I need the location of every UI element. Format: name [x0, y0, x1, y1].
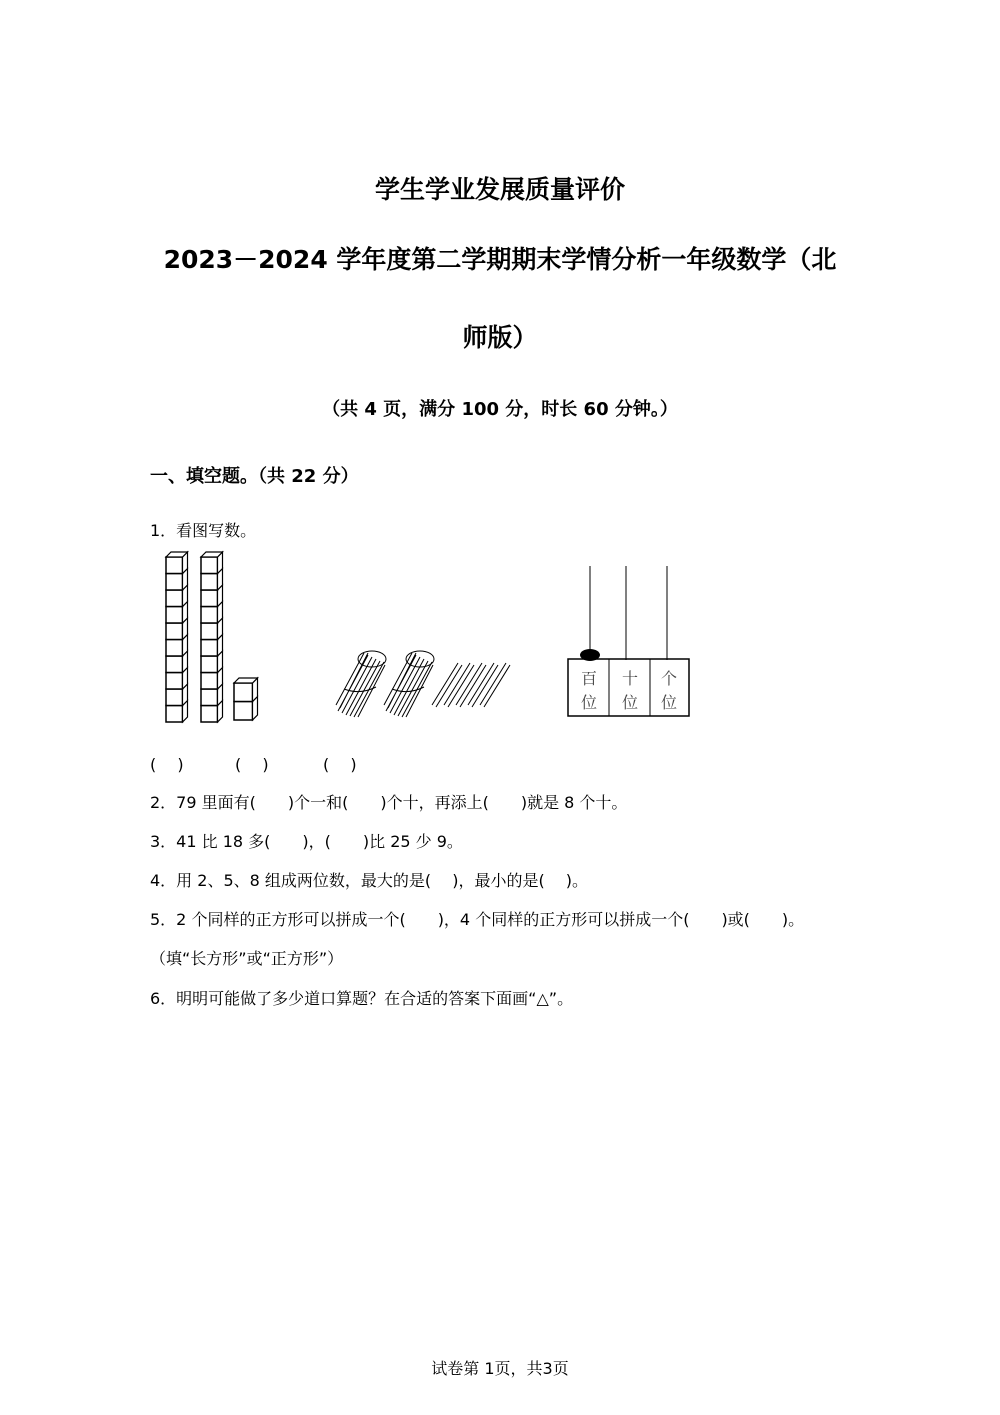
exam-subtitle-cont: 师版） [462, 323, 538, 352]
ones-label: 位 [661, 693, 678, 712]
cube [201, 706, 218, 723]
cube [166, 607, 183, 624]
stick-bundle-ten [384, 651, 434, 717]
cube [234, 683, 253, 702]
cube [201, 640, 218, 657]
cube [201, 689, 218, 706]
cube [166, 706, 183, 723]
exam-title: 学生学业发展质量评价 [374, 175, 625, 204]
cube [201, 673, 218, 690]
cube [166, 656, 183, 673]
tens-label: 位 [622, 693, 639, 712]
cube [166, 574, 183, 591]
cube [201, 557, 218, 574]
cube [166, 673, 183, 690]
exam-subtitle: 2023－2024 学年度第二学期期末学情分析一年级数学（北 [163, 245, 837, 274]
ones-label: 个 [661, 669, 678, 688]
cube [166, 623, 183, 640]
cube [234, 702, 253, 721]
cube [201, 590, 218, 607]
section-heading: 一、填空题。（共 22 分） [150, 466, 359, 487]
cube-tower-ten [166, 552, 188, 722]
stick-bundles-figure [330, 645, 515, 725]
hundreds-label: 百 [581, 669, 598, 688]
page-footer: 试卷第 1页，共3页 [431, 1359, 569, 1378]
cube [166, 557, 183, 574]
answer-blank[interactable]: ( ) [150, 755, 184, 774]
answer-blank[interactable]: ( ) [323, 755, 357, 774]
cube-stack-two [234, 678, 258, 720]
cube-tower-ten [201, 552, 223, 722]
question-4: 4．用 2、5、8 组成两位数，最大的是( )，最小的是( )。 [150, 871, 589, 890]
question-5-hint: （填“长方形”或“正方形”） [150, 949, 344, 968]
cube [201, 656, 218, 673]
cube [166, 689, 183, 706]
hundreds-label: 位 [581, 693, 598, 712]
cube [166, 640, 183, 657]
tens-label: 十 [622, 669, 639, 688]
question-6: 6．明明可能做了多少道口算题？在合适的答案下面画“△”。 [150, 989, 574, 1008]
cube [201, 623, 218, 640]
stick-bundle-ten [336, 651, 386, 717]
answer-blank[interactable]: ( ) [235, 755, 269, 774]
question-1: 1．看图写数。 [150, 521, 257, 540]
single-sticks [432, 663, 510, 707]
abacus-figure [560, 560, 700, 720]
cube [201, 607, 218, 624]
question-3: 3．41 比 18 多( )，( )比 25 少 9。 [150, 832, 463, 851]
cube [166, 590, 183, 607]
question-2: 2．79 里面有( )个一和( )个十，再添上( )就是 8 个十。 [150, 793, 628, 812]
exam-info: （共 4 页，满分 100 分，时长 60 分钟。） [322, 399, 678, 420]
cube-towers-figure [160, 548, 270, 728]
cube [201, 574, 218, 591]
question-5: 5．2 个同样的正方形可以拼成一个( )，4 个同样的正方形可以拼成一个( )或( )。 [150, 910, 805, 929]
